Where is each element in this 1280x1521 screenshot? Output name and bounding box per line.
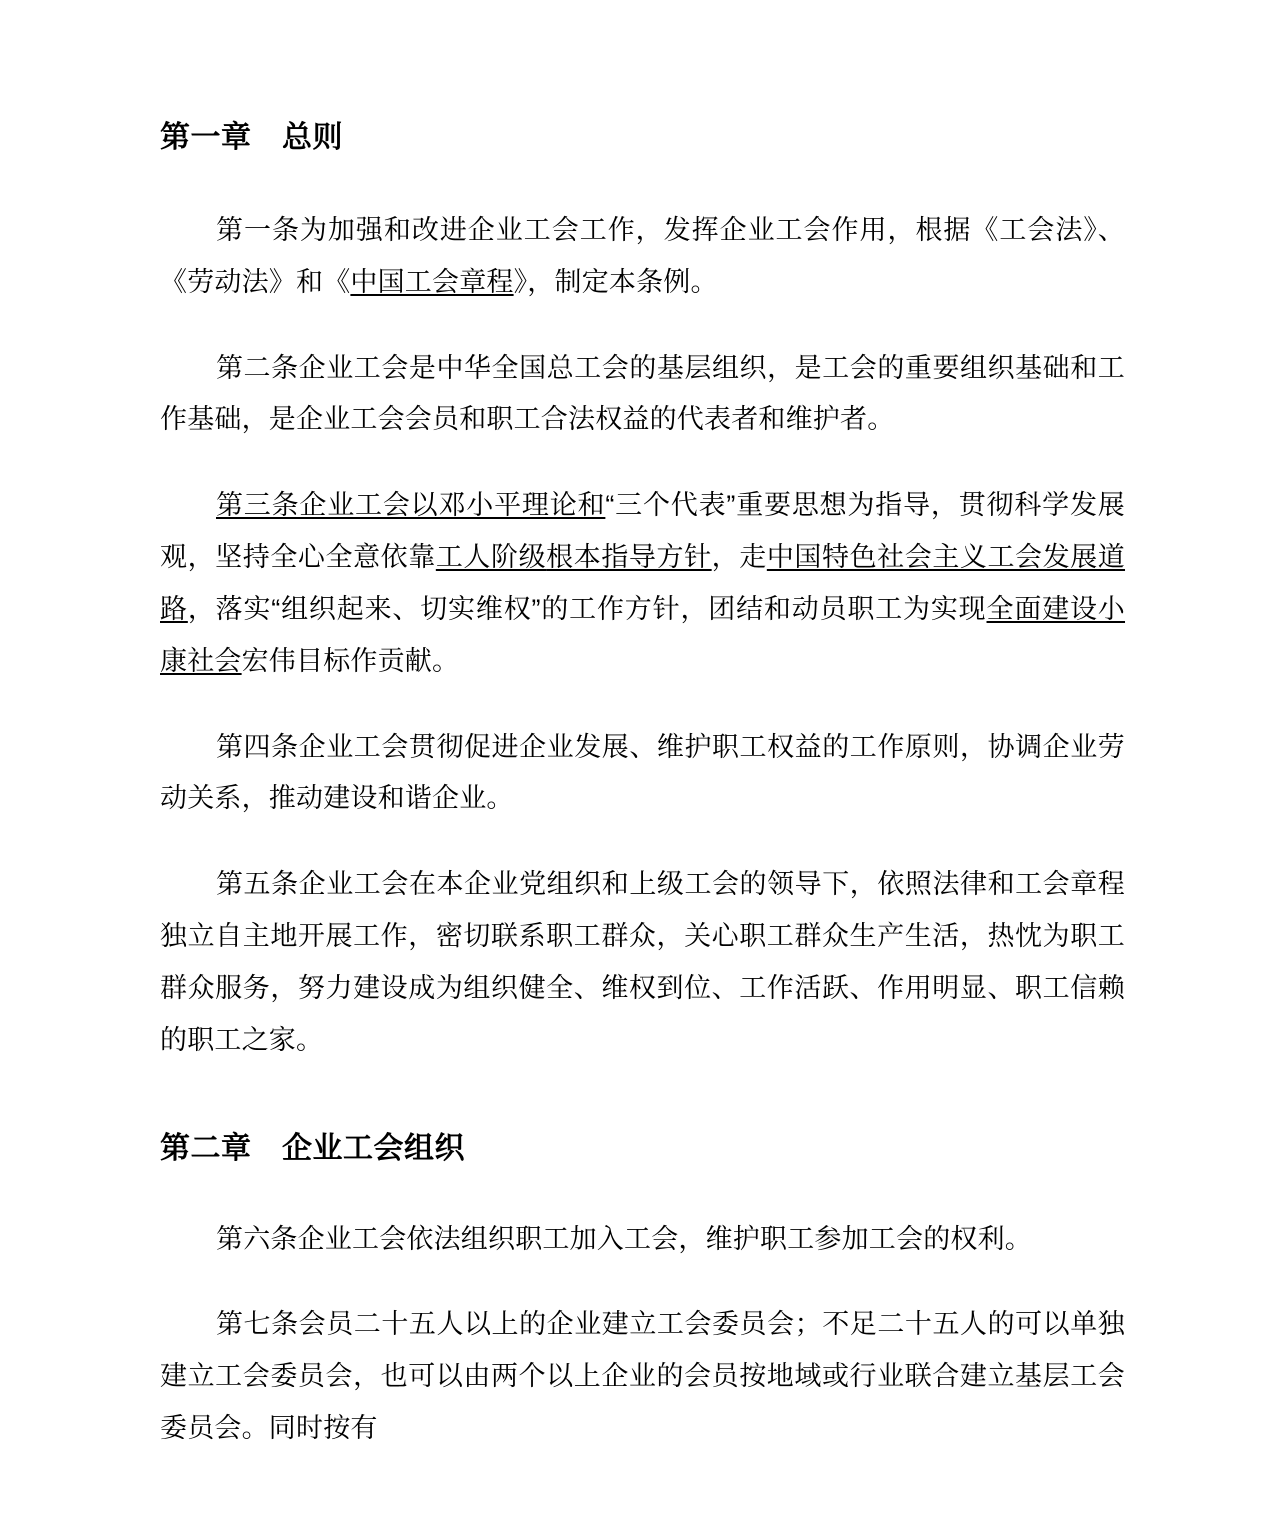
paragraph-article-7 [160,1299,1125,1454]
document-body [160,118,1125,1455]
underlined-text: 第三条企业工会以邓小平理论和 [216,490,606,521]
plain-text: ，落实“组织起来、切实维权”的工作方针，团结和动员职工为实现 [187,593,987,624]
plain-text: 第六条企业工会依法组织职工加入工会，维护职工参加工会的权利。 [216,1223,1032,1254]
plain-text: 第五条企业工会在本企业党组织和上级工会的领导下，依照法律和工会章程独立自主地开展工作，密切联系职工群众，关心职工群众生产生活，热忱为职工群众服务，努力建设成为组织健全、维权到位、工作活跃、作用明显、职工信赖的职工之家。 [160,869,1125,1055]
plain-text: 第七条会员二十五人以上的企业建立工会委员会；不足二十五人的可以单独建立工会委员会，也可以由两个以上企业的会员按地域或行业联合建立基层工会委员会。同时按有 [160,1309,1125,1444]
paragraph-article-3 [160,480,1125,687]
paragraph-article-1 [160,205,1125,309]
plain-text: “三个代表” [605,490,736,521]
plain-text: 重要思想为指导，贯彻科学发展观，坚持全心全意依靠 [160,490,1125,573]
underlined-text: 根本指导方针 [546,542,712,573]
plain-text: 》，制定本条例。 [513,266,718,297]
plain-text: ，走 [711,542,767,573]
underlined-text: 中国特色社会主义工会发展道路 [160,542,1126,624]
underlined-text: 中国工会章程 [350,266,514,297]
plain-text: 第一条为加强和改进企业工会工作，发挥企业工会作用，根据《工会法》、《劳动法》和《 [160,215,1125,297]
paragraph-article-6 [160,1214,1125,1266]
chapter-heading-1: 第一章 总则 [160,121,343,154]
underlined-text: 全面建设小康社会 [160,593,1126,676]
paragraph-article-5 [160,859,1125,1066]
chapter-heading-2: 第二章 企业工会组织 [160,1131,465,1165]
plain-text: 第二条企业工会是中华全国总工会的基层组织，是工会的重要组织基础和工作基础，是企业工会会员和职工合法权益的代表者和维护者。 [160,352,1125,435]
paragraph-article-2 [160,343,1125,447]
underlined-text: 工人阶级 [435,542,547,573]
plain-text: 宏伟目标作贡献。 [241,645,460,676]
paragraph-article-4 [160,722,1125,826]
plain-text: 第四条企业工会贯彻促进企业发展、维护职工权益的工作原则，协调企业劳动关系，推动建设和谐企业。 [160,731,1125,814]
